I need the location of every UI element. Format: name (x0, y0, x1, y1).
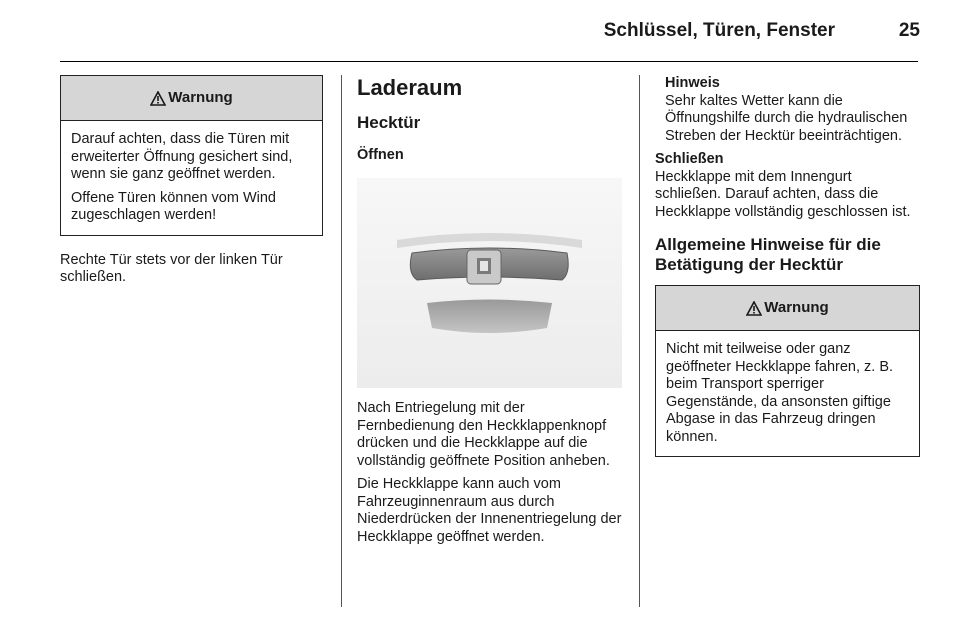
column-divider-1 (341, 75, 342, 607)
warning-paragraph: Nicht mit teilweise oder ganz geöffneter Heckklappe fahren, z. B. beim Transport sperriger Gegenstände, da ansonsten giftige Abgase in das Fahrzeug dringen können. (666, 341, 894, 445)
warning-paragraph: Offene Türen können vom Wind zugeschlagen werden! (71, 189, 276, 223)
note-block (655, 75, 920, 145)
tailgate-handle-illustration (357, 178, 622, 388)
warning-triangle-icon (746, 301, 762, 316)
warning-title: Warnung (168, 89, 233, 107)
page-header (0, 0, 960, 60)
warning-box-doors (60, 75, 323, 236)
warning-triangle-icon (150, 91, 166, 106)
section-heading: Laderaum (357, 75, 463, 100)
column-divider-2 (639, 75, 640, 607)
page-number: 25 (898, 20, 920, 41)
note-title: Hinweis (665, 75, 720, 91)
warning-body (61, 121, 322, 235)
subsection-heading: Hecktür (357, 113, 421, 132)
opening-paragraph-1: Nach Entriegelung mit der Fernbedienung den Heckklappenknopf drücken und die Heckklappe auf die vollständig geöffnete Position anheben. (357, 400, 610, 469)
column-1 (60, 75, 323, 287)
warning-paragraph: Darauf achten, dass die Türen mit erweiterter Öffnung gesichert sind, wenn sie ganz geöffnet werden. (71, 131, 293, 182)
column-2 (357, 75, 622, 546)
door-closing-text: Rechte Tür stets vor der linken Tür schließen. (60, 251, 283, 285)
warning-box-tailgate (655, 285, 920, 457)
warning-title: Warnung (764, 299, 829, 317)
header-title: Schlüssel, Türen, Fenster (603, 20, 835, 41)
opening-paragraph-2: Die Heckklappe kann auch vom Fahrzeuginnenraum aus durch Niederdrücken der Innenentriegelung der Heckklappe geöffnet werden. (357, 476, 622, 545)
header-rule (60, 61, 918, 62)
closing-heading: Schließen (655, 151, 724, 167)
closing-text: Heckklappe mit dem Innengurt schließen. Darauf achten, dass die Heckklappe vollständig geschlossen ist. (655, 168, 911, 220)
warning-body (656, 331, 919, 456)
general-heading: Allgemeine Hinweise für die Betätigung der Hecktür (655, 235, 881, 274)
column-3 (655, 75, 920, 457)
warning-header (61, 76, 322, 121)
note-text: Sehr kaltes Wetter kann die Öffnungshilfe durch die hydraulischen Streben der Hecktür beeinträchtigen. (665, 92, 908, 144)
warning-header (656, 286, 919, 331)
opening-heading: Öffnen (357, 147, 404, 163)
